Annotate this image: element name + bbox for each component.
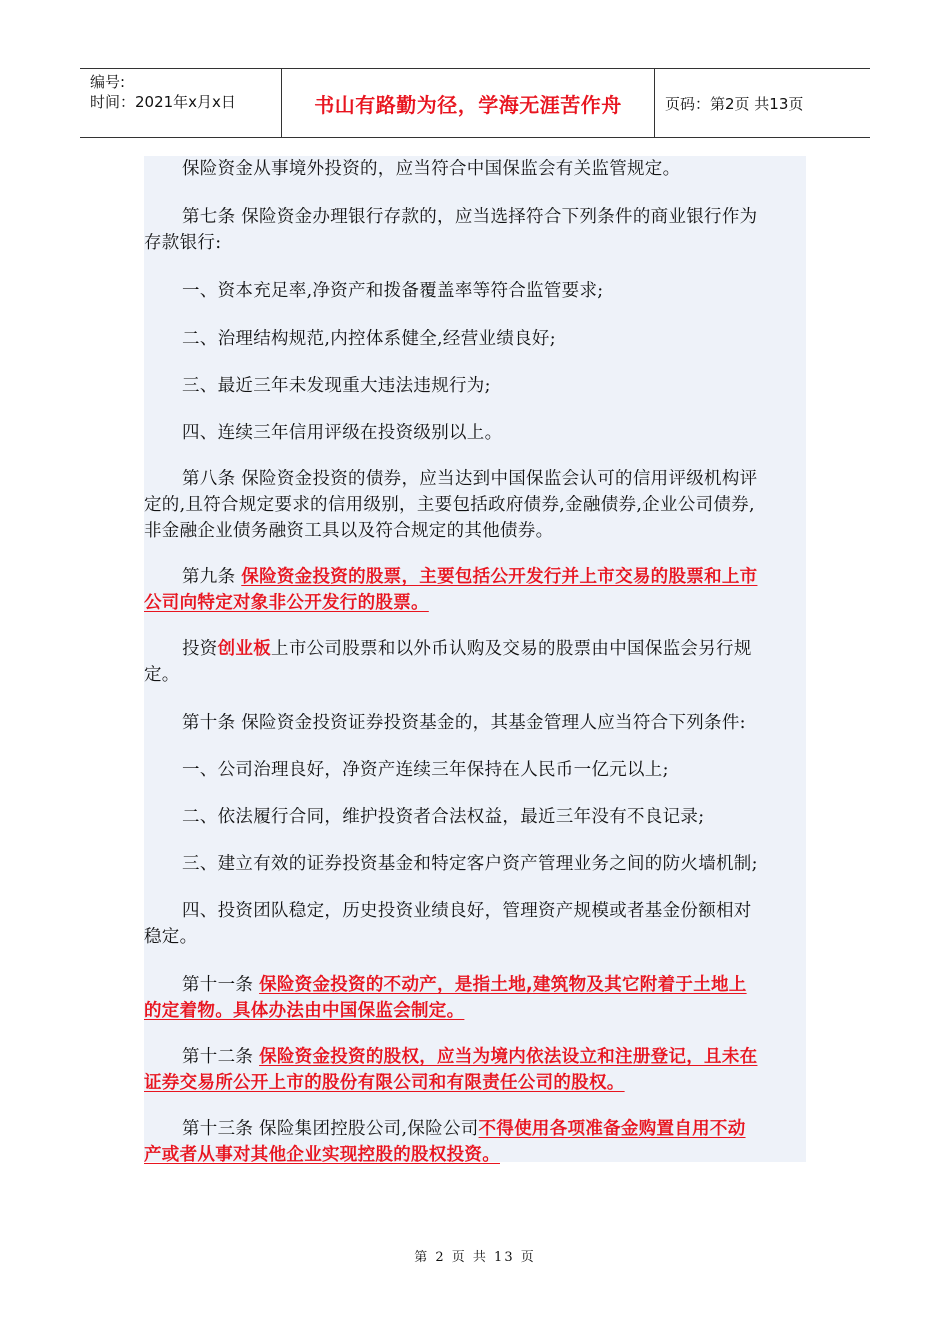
paragraph-article-11: 第十一条 保险资金投资的不动产，是指土地,建筑物及其它附着于土地上 的定着物。具体办法由中国保监会制定。 [144, 975, 747, 1021]
paragraph: 三、建立有效的证券投资基金和特定客户资产管理业务之间的防火墙机制; [182, 854, 758, 874]
paragraph-article-12: 第十二条 保险资金投资的股权，应当为境内依法设立和注册登记，且未在 证券交易所公开上市的股份有限公司和有限责任公司的股权。 [144, 1047, 758, 1093]
paragraph: 一、资本充足率,净资产和拨备覆盖率等符合监管要求; [182, 281, 604, 301]
paragraph: 保险资金从事境外投资的，应当符合中国保监会有关监管规定。 [182, 159, 681, 179]
page-label: 页码：第2页 共13页 [665, 94, 804, 113]
paragraph-article-13: 第十三条 保险集团控股公司,保险公司不得使用各项准备金购置自用不动 产或者从事对其他企业实现控股的股权投资。 [144, 1119, 746, 1165]
paragraph: 三、最近三年未发现重大违法违规行为; [182, 376, 491, 396]
page-header [80, 68, 870, 138]
paragraph: 四、投资团队稳定，历史投资业绩良好，管理资产规模或者基金份额相对 稳定。 [144, 901, 752, 947]
paragraph: 一、公司治理良好，净资产连续三年保持在人民币一亿元以上; [182, 760, 669, 780]
motto-text: 书山有路勤为径，学海无涯苦作舟 [314, 92, 622, 117]
header-left-cell [80, 69, 282, 137]
paragraph: 四、连续三年信用评级在投资级别以上。 [182, 423, 503, 443]
header-page-cell [655, 69, 870, 137]
document-body [144, 156, 806, 1165]
paragraph-chinext: 投资创业板上市公司股票和以外币认购及交易的股票由中国保监会另行规 定。 [144, 639, 752, 685]
paragraph-article-9: 第九条 保险资金投资的股票，主要包括公开发行并上市交易的股票和上市 公司向特定对象非公开发行的股票。 [144, 567, 758, 613]
page-footer: 第 2 页 共 13 页 [414, 1250, 536, 1265]
paragraph: 二、依法履行合同，维护投资者合法权益，最近三年没有不良记录; [182, 807, 705, 827]
number-label: 编号: [90, 73, 126, 91]
paragraph-article-7: 第七条 保险资金办理银行存款的，应当选择符合下列条件的商业银行作为 存款银行: [144, 207, 758, 253]
paragraph-article-10: 第十条 保险资金投资证券投资基金的，其基金管理人应当符合下列条件: [182, 713, 746, 733]
header-motto-cell [282, 69, 655, 137]
paragraph-article-8: 第八条 保险资金投资的债券，应当达到中国保监会认可的信用评级机构评 定的,且符合规定要求的信用级别，主要包括政府债券,金融债券,企业公司债券, 非金融企业债务融资工具以及符合规定的其他债券。 [144, 469, 758, 541]
paragraph: 二、治理结构规范,内控体系健全,经营业绩良好; [182, 329, 556, 349]
time-label: 时间：2021年x月x日 [90, 93, 236, 111]
